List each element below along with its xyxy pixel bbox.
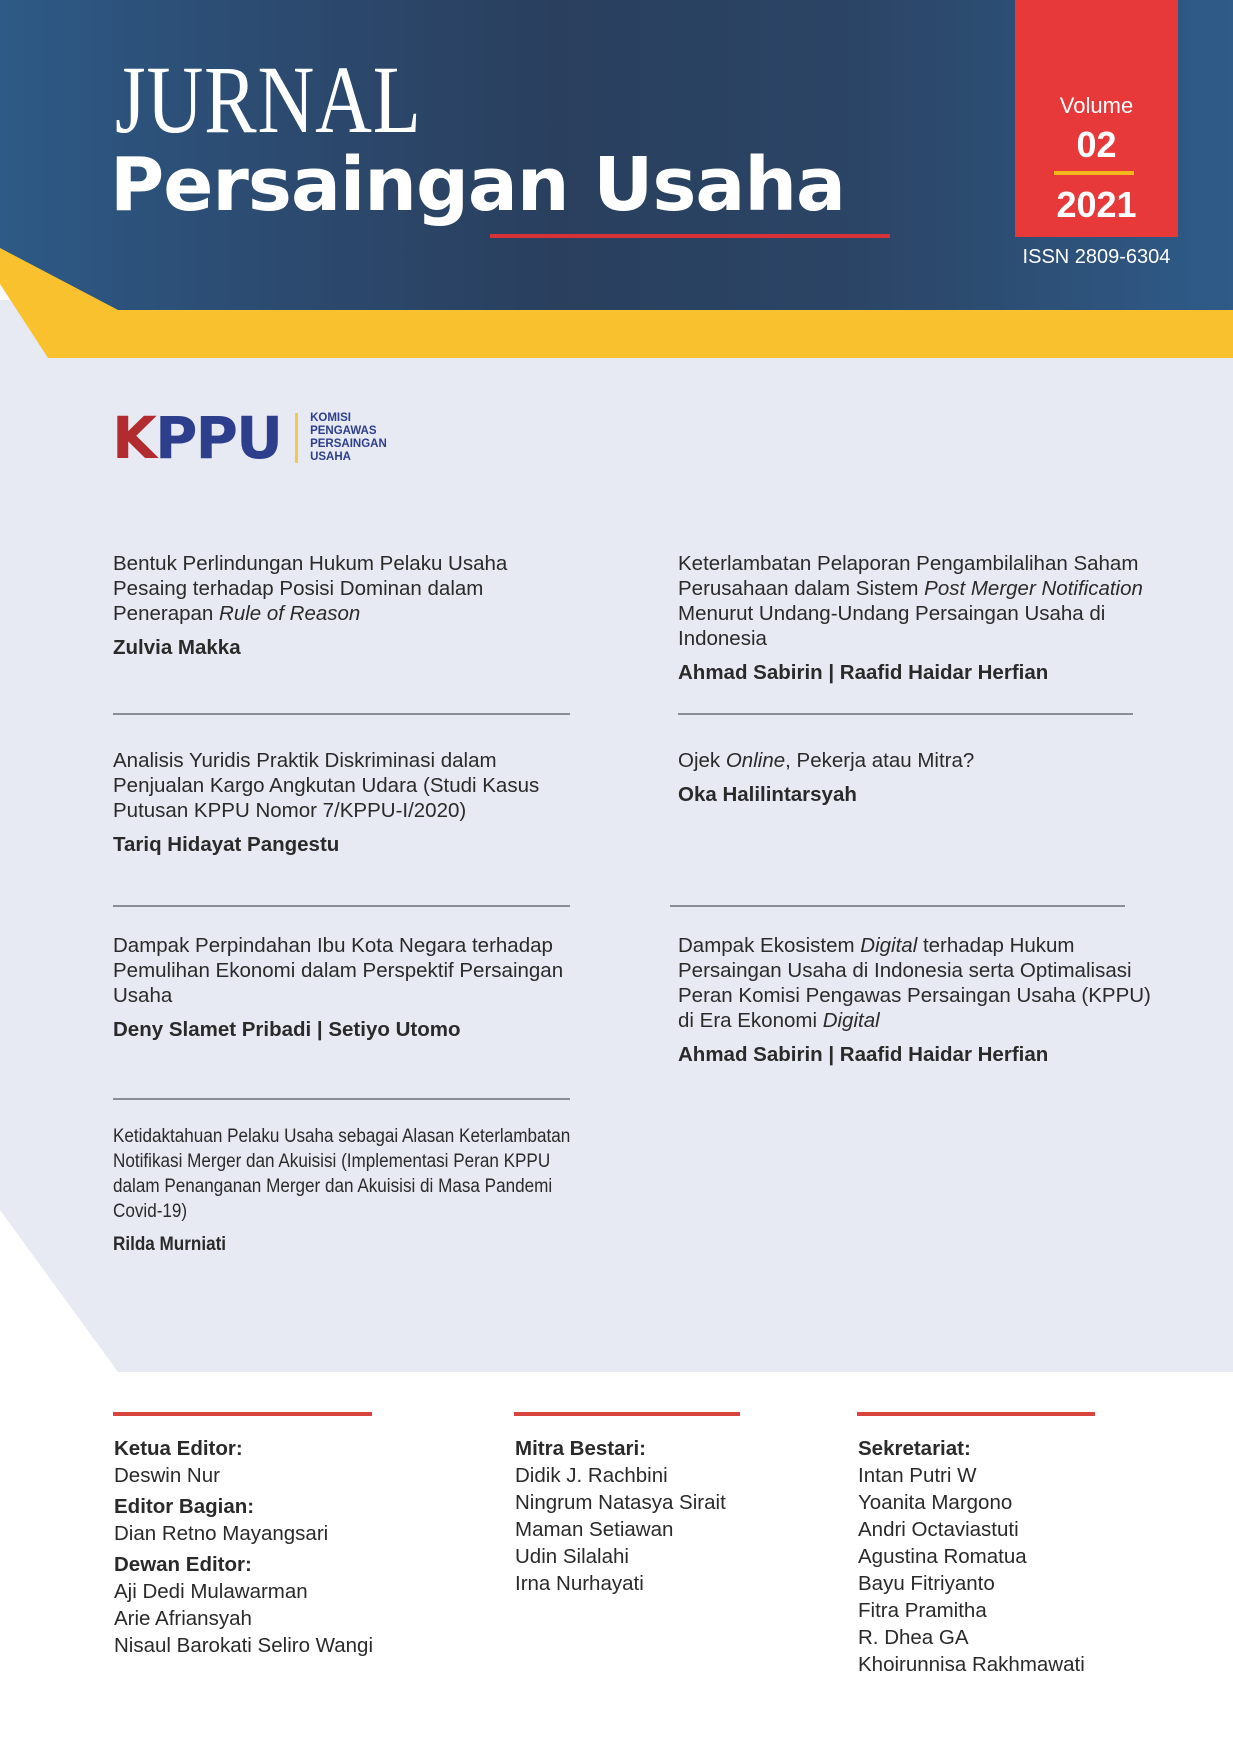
logo-text-line: PERSAINGAN (310, 438, 387, 450)
divider (113, 713, 570, 715)
article-title-part: Analisis Yuridis Praktik Diskriminasi dalam Penjualan Kargo Angkutan Udara (Studi Kasus Putusan KPPU Nomor 7/KPPU-I/2020) (113, 749, 540, 822)
masthead-name: Yoanita Margono (858, 1491, 1013, 1514)
article-authors: Tariq Hidayat Pangestu (113, 833, 340, 856)
masthead-group (114, 1493, 373, 1547)
article-title-part: Dampak Perpindahan Ibu Kota Negara terhadap Pemulihan Ekonomi dalam Perspektif Persaingan Usaha (113, 934, 564, 1007)
masthead-name: Irna Nurhayati (515, 1572, 644, 1595)
masthead-name: R. Dhea GA (858, 1626, 969, 1649)
masthead-heading: Editor Bagian: (114, 1495, 255, 1518)
masthead-name: Khoirunnisa Rakhmawati (858, 1653, 1085, 1676)
volume-number: 02 (1076, 124, 1117, 165)
logo-letter-k: K (112, 404, 155, 472)
article-entry[interactable] (113, 551, 573, 660)
masthead-name: Aji Dedi Mulawarman (114, 1580, 308, 1603)
volume-divider (1054, 171, 1134, 175)
article-title (113, 748, 573, 823)
article-title (113, 551, 573, 626)
masthead-heading: Ketua Editor: (114, 1437, 243, 1460)
article-title-part: Dampak Ekosistem (678, 934, 861, 957)
title-underline (490, 234, 890, 238)
divider (670, 905, 1125, 907)
masthead-reviewers (515, 1435, 726, 1597)
article-title-part: Ojek (678, 749, 726, 772)
masthead-group (515, 1435, 726, 1597)
article-title (678, 551, 1158, 651)
masthead-name: Nisaul Barokati Seliro Wangi (114, 1634, 374, 1657)
article-authors: Ahmad Sabirin | Raafid Haidar Herfian (678, 1043, 1049, 1066)
divider (113, 905, 570, 907)
article-title-part: Menurut Undang-Undang Persaingan Usaha di Indonesia (678, 602, 1106, 650)
masthead-rule (857, 1412, 1095, 1416)
logo-org-name (310, 412, 387, 464)
article-title-part: Post Merger Notification (924, 577, 1143, 600)
article-entry[interactable] (113, 1124, 633, 1256)
masthead-name: Arie Afriansyah (114, 1607, 252, 1630)
logo-text-line: PENGAWAS (310, 425, 377, 437)
logo-text-line: USAHA (310, 451, 351, 463)
article-title (678, 933, 1158, 1033)
journal-title-jurnal: JURNAL (115, 46, 422, 153)
divider (113, 1098, 570, 1100)
masthead-name: Maman Setiawan (515, 1518, 674, 1541)
issn: ISSN 2809-6304 (1022, 246, 1171, 268)
logo-letters-ppu: PPU (154, 404, 282, 472)
article-title-part: Rule of Reason (219, 602, 361, 625)
article-title-part: Digital (822, 1009, 880, 1032)
article-title (678, 748, 1138, 773)
masthead-name: Dian Retno Mayangsari (114, 1522, 329, 1545)
article-authors: Ahmad Sabirin | Raafid Haidar Herfian (678, 661, 1049, 684)
masthead-name: Andri Octaviastuti (858, 1518, 1019, 1541)
masthead-name: Ningrum Natasya Sirait (515, 1491, 726, 1514)
article-title-part: , Pekerja atau Mitra? (785, 749, 975, 772)
kppu-logo (112, 404, 387, 472)
masthead-name: Deswin Nur (114, 1464, 220, 1487)
article-entry[interactable] (678, 748, 1138, 807)
masthead-name: Bayu Fitriyanto (858, 1572, 995, 1595)
article-title-part: Keterlambatan Pelaporan Pengambilalihan Saham Perusahaan dalam Sistem (678, 552, 1139, 600)
masthead-name: Intan Putri W (858, 1464, 977, 1487)
article-entry[interactable] (678, 933, 1158, 1067)
masthead-group (114, 1551, 373, 1659)
article-title (113, 1124, 572, 1224)
masthead-name: Fitra Pramitha (858, 1599, 987, 1622)
article-authors: Oka Halilintarsyah (678, 783, 857, 806)
volume-badge (1015, 0, 1178, 237)
masthead-editors (114, 1435, 373, 1659)
article-entry[interactable] (113, 933, 573, 1042)
article-title-part: Online (725, 749, 786, 772)
article-title-part: terhadap Hukum Persaingan Usaha di Indonesia serta Optimalisasi Peran Komisi Pengawas Persaingan Usaha (KPPU) di Era Ekonomi (678, 934, 1151, 1032)
logo-text-line: KOMISI (310, 412, 351, 424)
masthead-rule (113, 1412, 372, 1416)
masthead-rule (514, 1412, 740, 1416)
masthead-group (114, 1435, 373, 1489)
masthead-group (858, 1435, 1085, 1678)
masthead-name: Didik J. Rachbini (515, 1464, 668, 1487)
article-title-part: Ketidaktahuan Pelaku Usaha sebagai Alasan Keterlambatan Notifikasi Merger dan Akuisisi (Implementasi Peran KPPU dalam Penanganan Merger dan Akuisisi di Masa Pandemi Covid-19) (113, 1126, 571, 1222)
volume-label: Volume (1059, 93, 1134, 118)
masthead-name: Udin Silalahi (515, 1545, 629, 1568)
article-title-part: Digital (860, 934, 918, 957)
article-entry[interactable] (678, 551, 1158, 685)
volume-year: 2021 (1056, 184, 1137, 225)
logo-acronym (112, 404, 282, 472)
logo-separator (295, 413, 298, 463)
masthead-heading: Mitra Bestari: (515, 1437, 647, 1460)
article-title (113, 933, 573, 1008)
masthead-name: Agustina Romatua (858, 1545, 1027, 1568)
masthead-heading: Sekretariat: (858, 1437, 971, 1460)
journal-title-main: Persaingan Usaha (110, 142, 845, 228)
article-authors: Zulvia Makka (113, 636, 241, 659)
masthead-secretariat (858, 1435, 1085, 1678)
article-authors: Rilda Murniati (113, 1234, 227, 1255)
article-entry[interactable] (113, 748, 573, 857)
masthead-heading: Dewan Editor: (114, 1553, 252, 1576)
article-title-part: Bentuk Perlindungan Hukum Pelaku Usaha Pesaing terhadap Posisi Dominan dalam Penerapan (113, 552, 508, 625)
article-authors: Deny Slamet Pribadi | Setiyo Utomo (113, 1018, 461, 1041)
divider (678, 713, 1133, 715)
